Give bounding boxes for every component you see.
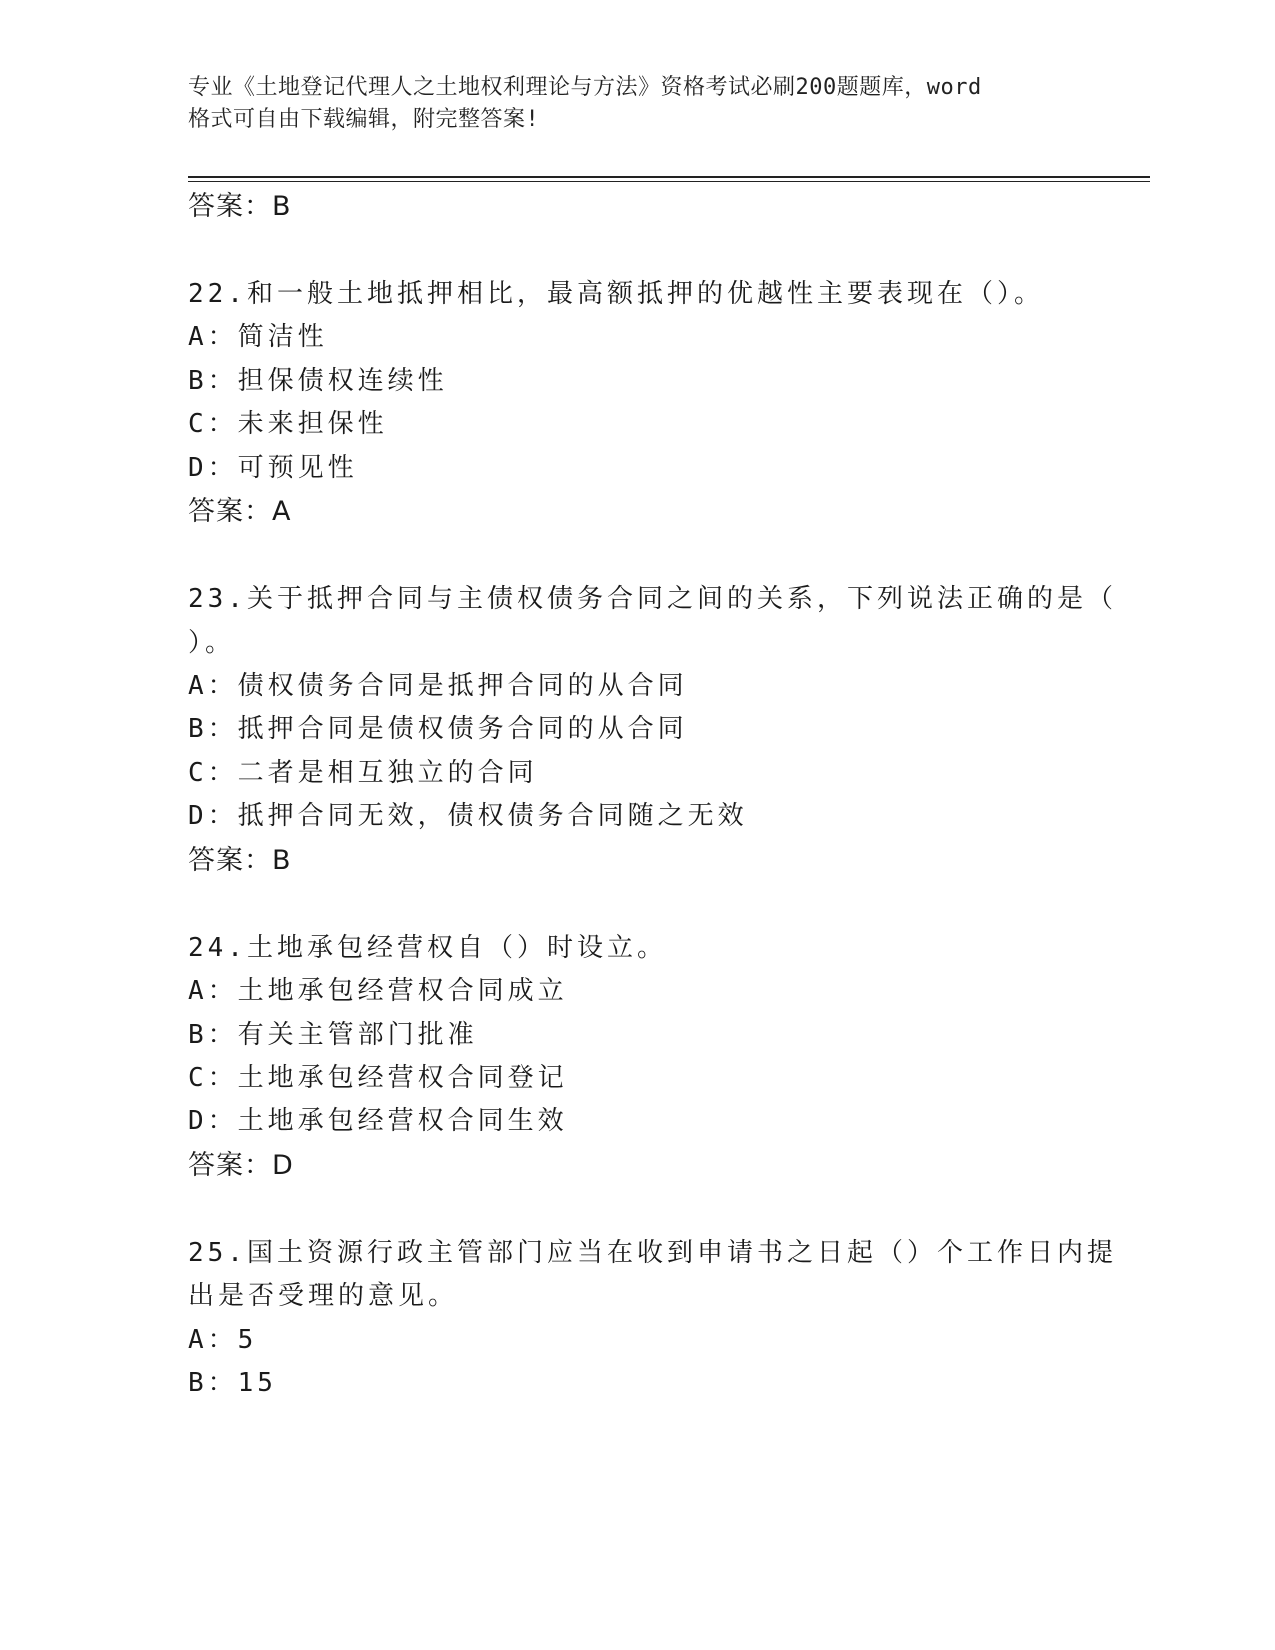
question-text-continued: ）。 [188,628,236,658]
answer-line: 答案：B [188,191,292,222]
option-a: A：债权债务合同是抵押合同的从合同 [188,671,688,701]
header-divider-thick [188,176,1150,178]
answer-line: 答案：D [188,1150,294,1181]
option-c: C：二者是相互独立的合同 [188,758,538,788]
answer-line: 答案：B [188,845,292,876]
option-c: C：未来担保性 [188,409,388,439]
option-a: A：5 [188,1325,258,1355]
option-d: D：抵押合同无效，债权债务合同随之无效 [188,801,748,831]
question-text: 23.关于抵押合同与主债权债务合同之间的关系，下列说法正确的是（ [188,584,1117,614]
option-a: A：土地承包经营权合同成立 [188,976,568,1006]
answer-line: 答案：A [188,496,292,527]
option-d: D：可预见性 [188,453,358,483]
header-line-2: 格式可自由下载编辑，附完整答案! [188,107,540,132]
header-line-1: 专业《土地登记代理人之土地权利理论与方法》资格考试必刷200题题库，word [188,75,982,100]
question-text: 22.和一般土地抵押相比，最高额抵押的优越性主要表现在（）。 [188,279,1044,309]
option-c: C：土地承包经营权合同登记 [188,1063,568,1093]
question-text: 24.土地承包经营权自（）时设立。 [188,933,667,963]
option-b: B：担保债权连续性 [188,366,448,396]
option-b: B：15 [188,1368,277,1398]
question-text-continued: 出是否受理的意见。 [188,1281,459,1311]
option-b: B：有关主管部门批准 [188,1020,478,1050]
option-d: D：土地承包经营权合同生效 [188,1106,568,1136]
header-divider-thin [188,181,1150,182]
question-text: 25.国土资源行政主管部门应当在收到申请书之日起（）个工作日内提 [188,1238,1117,1268]
option-a: A：简洁性 [188,322,328,352]
option-b: B：抵押合同是债权债务合同的从合同 [188,714,688,744]
document-header [188,72,1068,136]
